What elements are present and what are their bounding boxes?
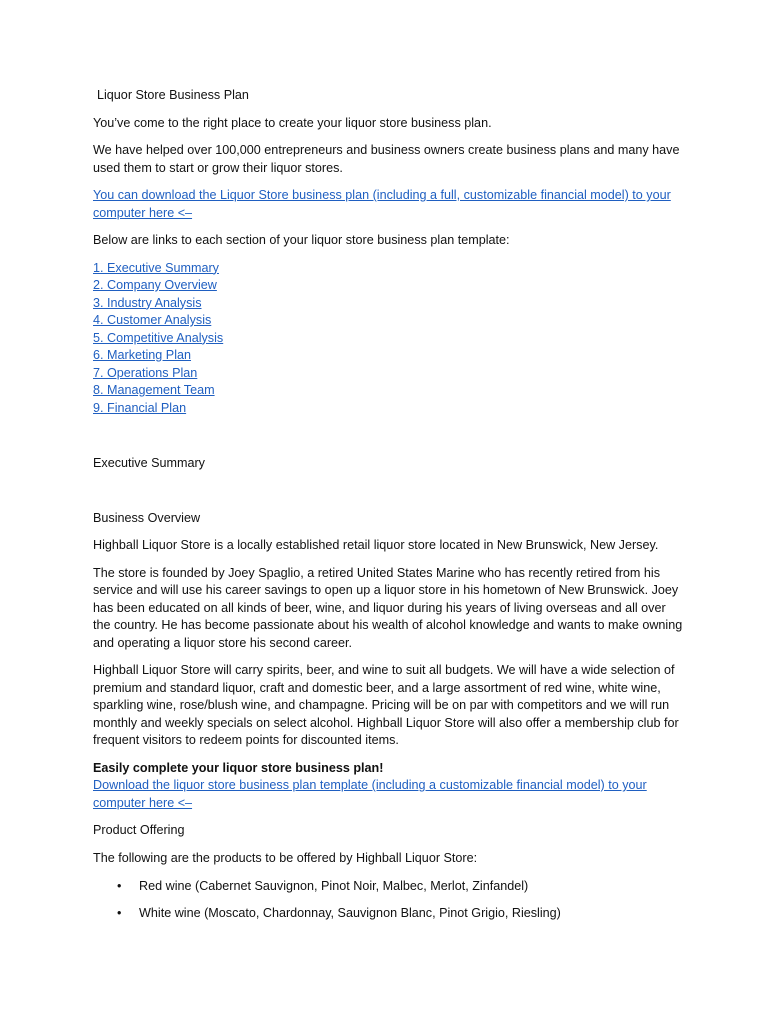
business-overview-heading: Business Overview: [93, 510, 201, 525]
product-list: [93, 878, 683, 922]
list-item: [93, 878, 683, 896]
product-item-text: Red wine (Cabernet Sauvignon, Pinot Noir, Malbec, Merlot, Zinfandel): [139, 879, 529, 893]
bullet-icon: •: [117, 879, 122, 893]
bullet-icon: •: [117, 905, 122, 920]
overview-paragraph-2: The store is founded by Joey Spaglio, a retired United States Marine who has recently retired from his service and will use his career savings to open up a liquor store in his hometown of New Brunswick. Joey has been educated on all kinds of beer, wine, and liquor during his years of living overseas and all over the country. He has become passionate about his wealth of alcohol knowledge and wants to make owning and operating a liquor store his second career.: [93, 565, 683, 650]
overview-paragraph-3: Highball Liquor Store will carry spirits, beer, and wine to suit all budgets. We will have a wide selection of premium and standard liquor, craft and domestic beer, and a large assortment of red wine, white wine, sparkling wine, rose/blush wine, and champagne. Pricing will be on par with competitors and we will run monthly and weekly specials on select alcohol. Highball Liquor Store will also offer a membership club for frequent visitors to redeem points for discounted items.: [93, 663, 679, 747]
links-intro-paragraph: Below are links to each section of your liquor store business plan template:: [93, 233, 510, 247]
toc-link-competitive-analysis[interactable]: 5. Competitive Analysis: [93, 330, 224, 345]
toc-link-operations-plan[interactable]: 7. Operations Plan: [93, 365, 198, 380]
download-plan-link[interactable]: You can download the Liquor Store business plan (including a full, customizable financial model) to your computer here <–: [93, 188, 671, 220]
download-template-link[interactable]: Download the liquor store business plan template (including a customizable financial model) to your computer here <–: [93, 778, 647, 810]
document-title: Liquor Store Business Plan: [97, 88, 249, 102]
product-offering-heading: Product Offering: [93, 823, 185, 837]
toc-link-customer-analysis[interactable]: 4. Customer Analysis: [93, 313, 212, 327]
table-of-contents: [93, 260, 683, 418]
toc-link-company-overview[interactable]: 2. Company Overview: [93, 278, 217, 292]
product-item-text: White wine (Moscato, Chardonnay, Sauvignon Blanc, Pinot Grigio, Riesling): [139, 905, 561, 920]
intro-paragraph: You’ve come to the right place to create your liquor store business plan.: [93, 115, 492, 130]
toc-link-executive-summary[interactable]: 1. Executive Summary: [93, 260, 219, 275]
toc-link-management-team[interactable]: 8. Management Team: [93, 383, 215, 397]
overview-paragraph-1: Highball Liquor Store is a locally established retail liquor store located in New Brunswick, New Jersey.: [93, 538, 659, 552]
product-intro-paragraph: The following are the products to be offered by Highball Liquor Store:: [93, 850, 478, 865]
toc-link-financial-plan[interactable]: 9. Financial Plan: [93, 400, 187, 415]
toc-link-marketing-plan[interactable]: 6. Marketing Plan: [93, 348, 192, 362]
document-page: [93, 87, 683, 931]
helped-paragraph: We have helped over 100,000 entrepreneurs and business owners create business plans and many have used them to start or grow their liquor stores.: [93, 143, 680, 175]
cta-bold-text: Easily complete your liquor store business plan!: [93, 760, 384, 775]
toc-link-industry-analysis[interactable]: 3. Industry Analysis: [93, 295, 202, 310]
executive-summary-heading: Executive Summary: [93, 456, 205, 470]
list-item: [93, 905, 683, 923]
